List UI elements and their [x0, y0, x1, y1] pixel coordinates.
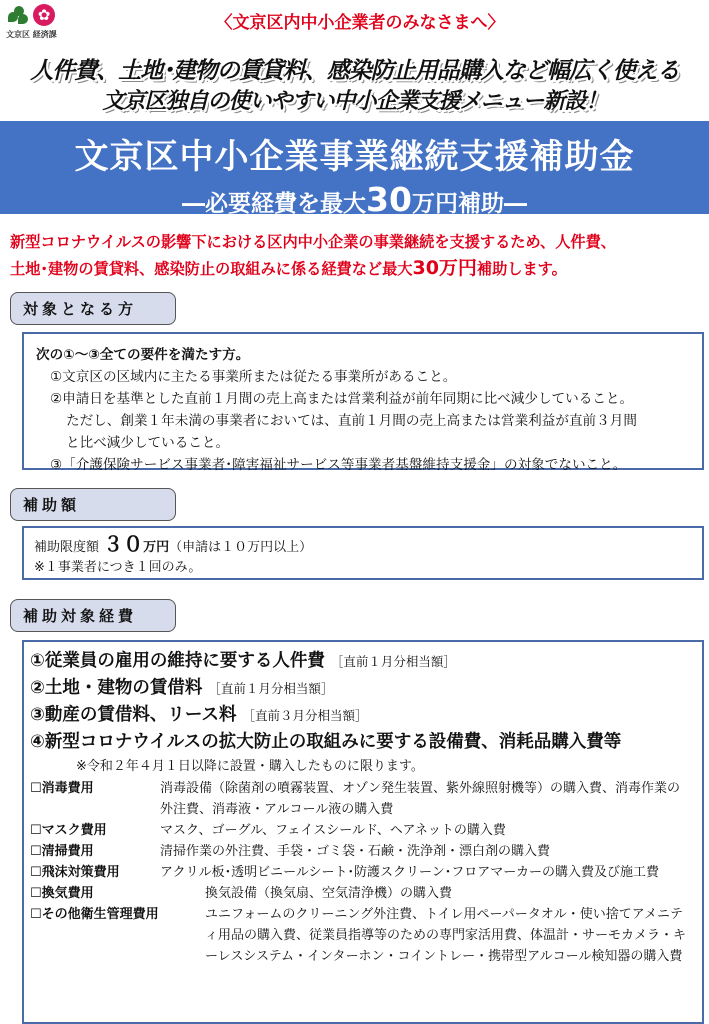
expense-item-2-note: ［直前１月分相当額］	[208, 681, 334, 696]
section-heading-amount: 補助額	[10, 488, 176, 521]
expense-item-4-title: ④新型コロナウイルスの拡大防止の取組みに要する設備費、消耗品購入費等	[30, 732, 622, 752]
expenses-note: ※令和２年４月１日以降に設置・購入したものに限ります。	[76, 759, 424, 774]
intro-line-2-pre: 土地･建物の賃貸料、感染防止の取組みに係る経費など最大	[10, 260, 413, 278]
detail-key: ☐その他衛生管理費用	[30, 907, 159, 922]
detail-key: ☐換気費用	[30, 886, 94, 901]
slogan-line-2: 文京区独自の使いやすい中小企業支援メニュー新設！	[102, 89, 607, 114]
target-box	[22, 332, 704, 473]
detail-row	[30, 778, 692, 820]
target-item-2: ②申請日を基準とした直前１月間の売上高または営業利益が前年同期に比べ減少していること。	[50, 391, 634, 407]
logo-text: 文京区 経済課	[6, 30, 57, 39]
intro-line-2	[10, 255, 705, 282]
intro-text	[10, 229, 705, 282]
expense-item-1	[30, 648, 692, 675]
detail-key: ☐清掃費用	[30, 844, 94, 859]
detail-row	[30, 841, 692, 862]
target-item-1: ①文京区の区域内に主たる事業所または従たる事業所があること。	[50, 369, 457, 385]
bunkyo-ward-emblem-icon	[6, 4, 30, 28]
detail-value: 消毒設備（除菌剤の噴霧装置、オゾン発生装置、紫外線照射機等）の購入費、消毒作業の外注費、消毒液・アルコール液の購入費	[160, 781, 681, 817]
star-emblem-icon: ✿	[33, 4, 55, 26]
expense-item-1-note: ［直前１月分相当額］	[330, 654, 456, 669]
amount-pre: 補助限度額	[34, 540, 100, 555]
target-lead: 次の①～③全ての要件を満たす方。	[36, 347, 250, 363]
detail-row	[30, 883, 692, 904]
expense-item-4	[30, 729, 692, 755]
amount-note: ※１事業者につき１回のみ。	[34, 560, 202, 575]
banner-title: 文京区中小企業事業継続支援補助金	[74, 137, 635, 177]
banner-subtitle	[0, 180, 709, 219]
banner-sub-post: 万円補助―	[411, 191, 527, 217]
amount-unit: 万円	[143, 540, 170, 555]
banner-sub-pre: ―必要経費を最大	[182, 191, 367, 217]
expense-item-3	[30, 702, 692, 729]
banner-sub-num: 30	[366, 180, 412, 219]
target-item-2-note-cont: と比べ減少していること。	[66, 435, 230, 451]
intro-line-2-num: 30万円	[412, 257, 477, 279]
detail-key: ☐マスク費用	[30, 823, 107, 838]
intro-line-2-post: 補助します。	[476, 260, 567, 278]
section-heading-expenses: 補助対象経費	[10, 599, 176, 632]
amount-paren: （申請は１０万円以上）	[169, 540, 313, 555]
detail-row	[30, 820, 692, 841]
detail-key: ☐消毒費用	[30, 781, 94, 796]
detail-value: マスク、ゴーグル、フェイスシールド、ヘアネットの購入費	[160, 823, 506, 838]
expense-item-2	[30, 675, 692, 702]
detail-value: 清掃作業の外注費、手袋・ゴミ袋・石鹸・洗浄剤・漂白剤の購入費	[160, 844, 551, 859]
expense-item-1-title: ①従業員の雇用の維持に要する人件費	[30, 651, 325, 671]
title-banner	[0, 121, 709, 219]
section-heading-target: 対象となる方	[10, 292, 176, 325]
expense-item-3-title: ③動産の賃借料、リース料	[30, 705, 237, 725]
expense-item-3-note: ［直前３月分相当額］	[242, 708, 368, 723]
expenses-box	[22, 640, 704, 1024]
top-lead: 〈文京区内中小企業者のみなさまへ〉	[215, 13, 505, 33]
target-item-2-note: ただし、創業１年未満の事業者においては、直前１月間の売上高または営業利益が直前３月間	[66, 413, 637, 429]
amount-line	[34, 534, 692, 558]
target-item-3: ③「介護保険サービス事業者･障害福祉サービス等事業者基盤維持支援金」の対象でないこと。	[50, 457, 627, 473]
slogan-line-1: 人件費、土地･建物の賃貸料、感染防止用品購入など幅広く使える	[30, 58, 679, 84]
amount-num: ３０	[103, 532, 144, 556]
bunkyo-logo	[6, 4, 68, 40]
detail-row	[30, 862, 692, 883]
detail-value: ユニフォームのクリーニング外注費、トイレ用ペーパータオル・使い捨てアメニティ用品の購入費、従業員指導等のための専門家活用費、体温計・サーモカメラ・キーレスシステム・インターホン・コイントレー・携帯型アルコール検知器の購入費	[205, 907, 687, 964]
detail-value: 換気設備（換気扇、空気清浄機）の購入費	[205, 886, 453, 901]
detail-key: ☐飛沫対策費用	[30, 865, 120, 880]
expense-item-2-title: ②土地・建物の賃借料	[30, 678, 203, 698]
amount-box	[22, 526, 704, 580]
detail-row	[30, 904, 692, 967]
detail-value: アクリル板･透明ビニールシート･防護スクリーン･フロアマーカーの購入費及び施工費	[160, 865, 660, 880]
intro-line-1: 新型コロナウイルスの影響下における区内中小企業の事業継続を支援するため、人件費、	[10, 233, 616, 251]
